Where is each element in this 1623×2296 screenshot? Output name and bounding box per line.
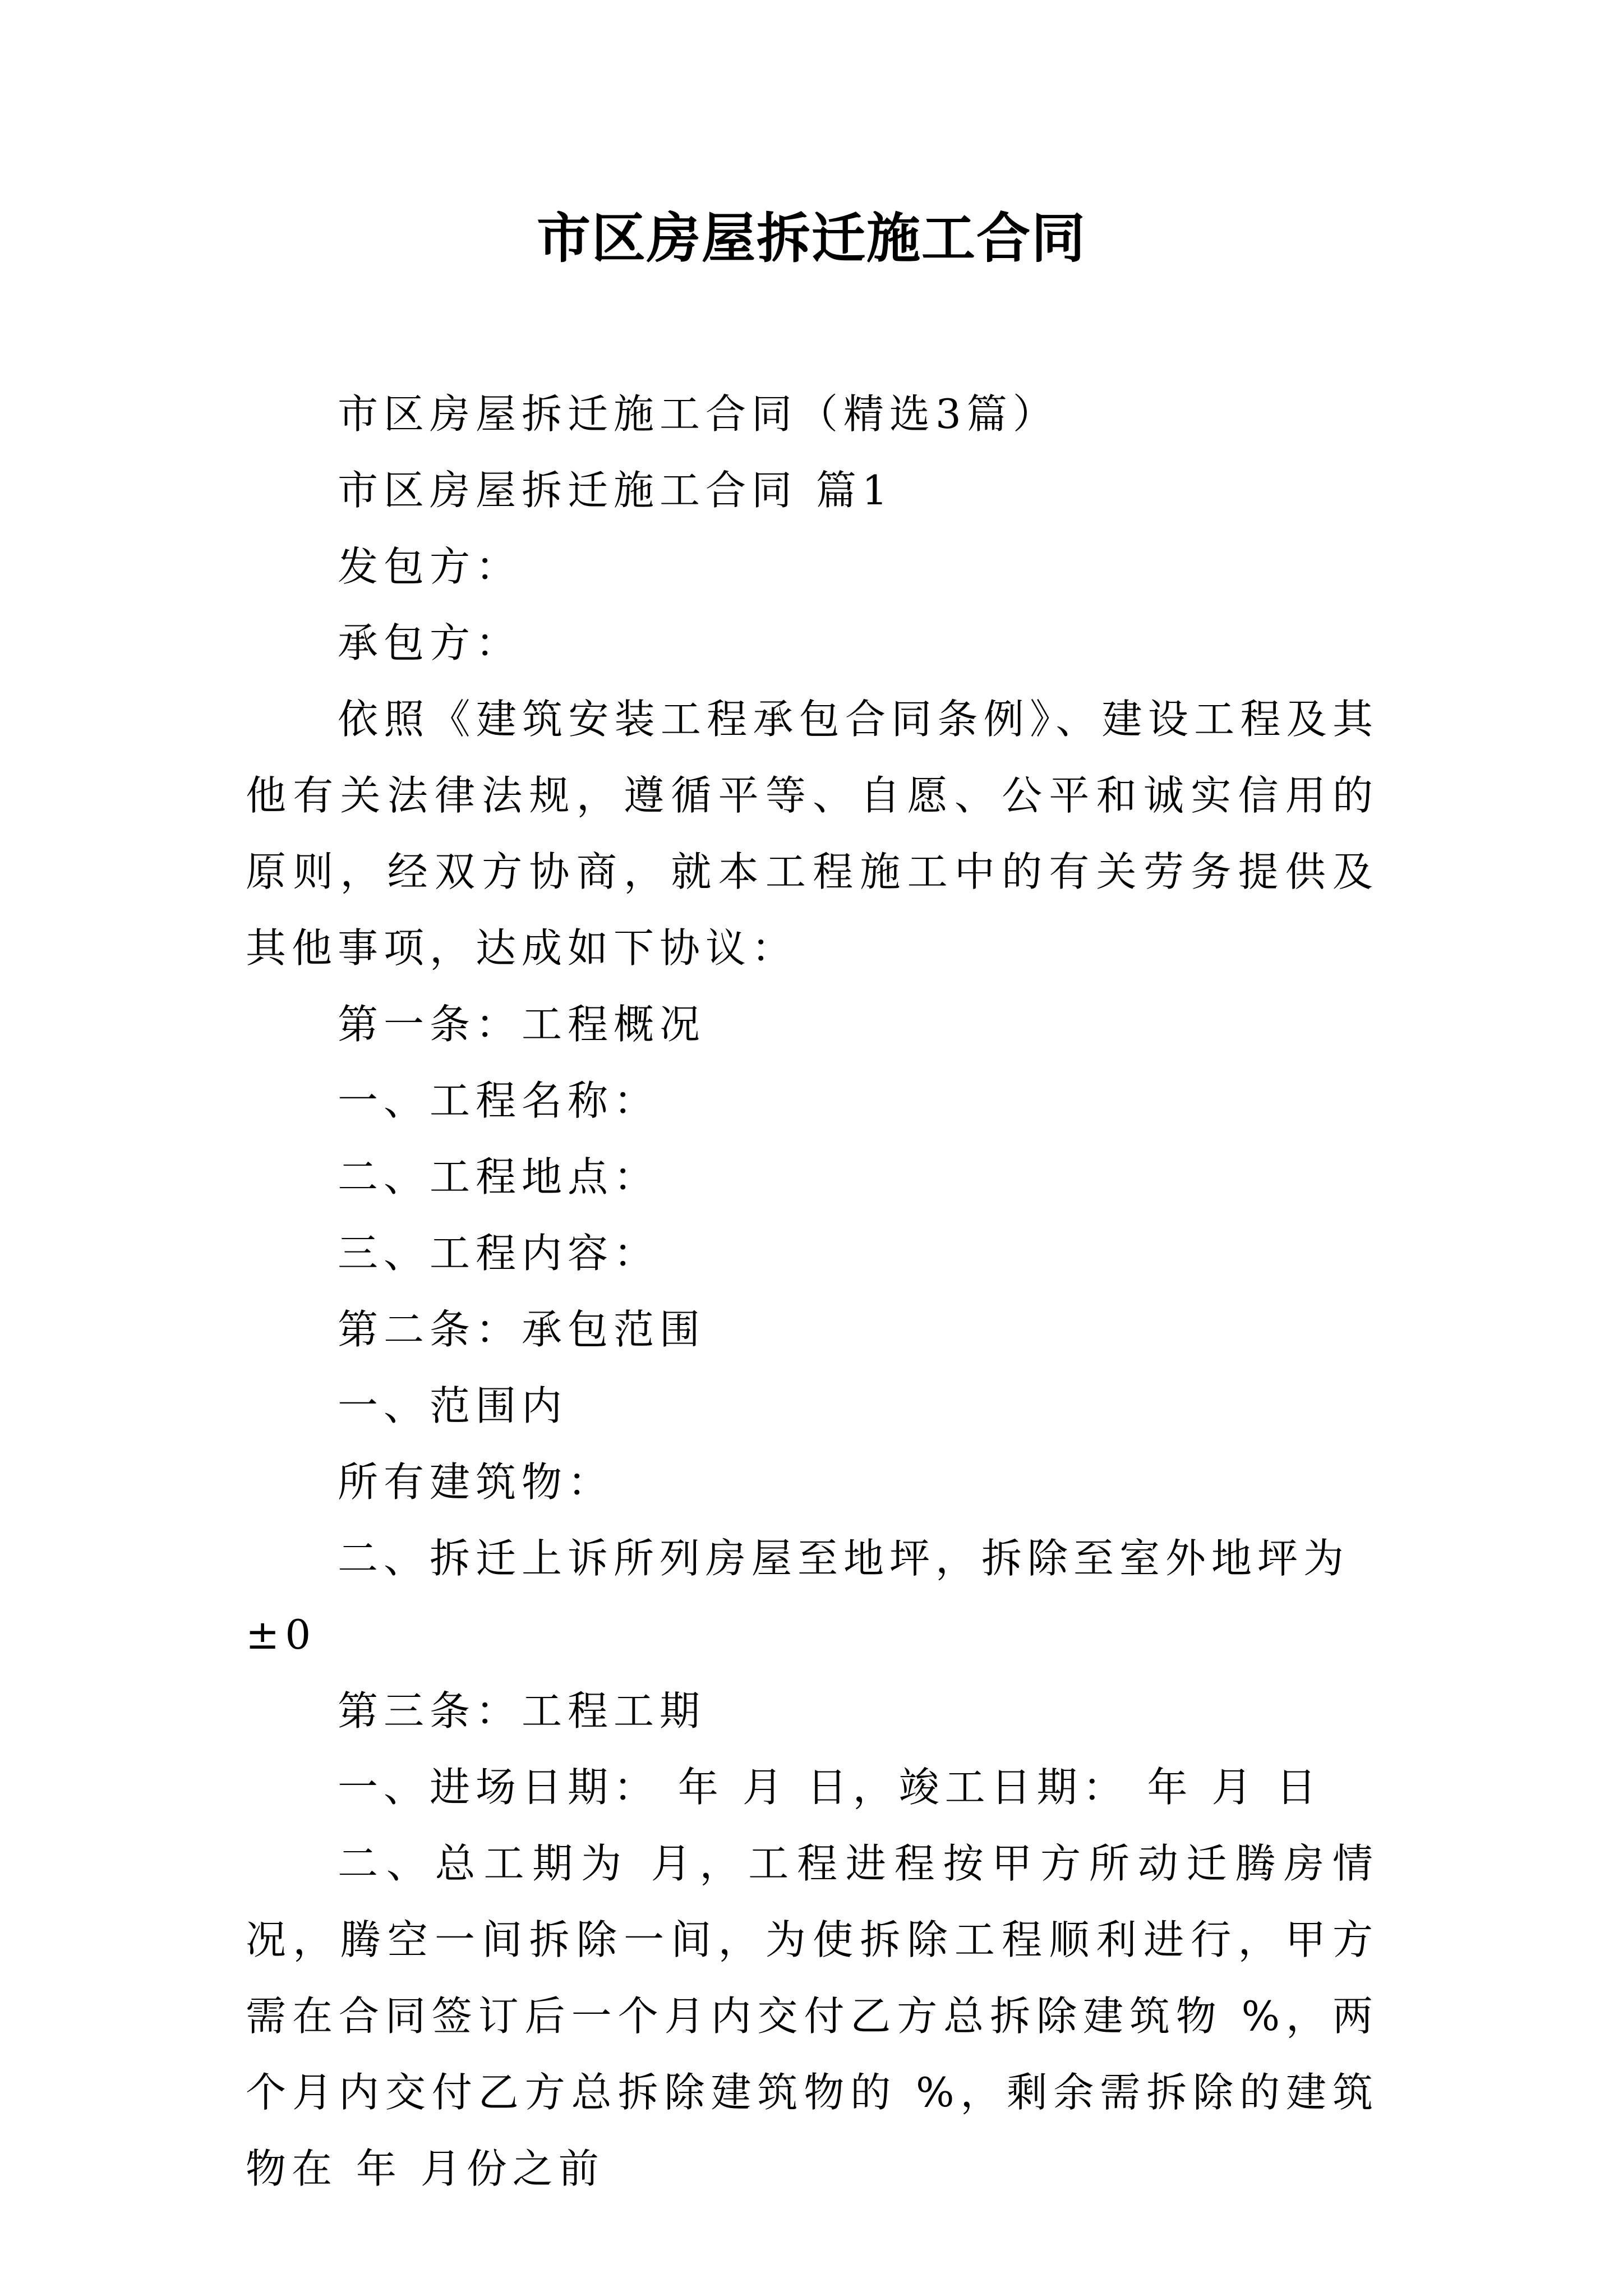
paragraph-contractor: 承包方： bbox=[338, 619, 522, 666]
paragraph-all-buildings: 所有建筑物： bbox=[338, 1458, 614, 1506]
paragraph-project-location: 二、工程地点： bbox=[338, 1153, 660, 1200]
paragraph-collection-title: 市区房屋拆迁施工合同（精选3篇） bbox=[338, 390, 1059, 438]
paragraph-project-name: 一、工程名称： bbox=[338, 1077, 660, 1124]
paragraph-schedule: 二、总工期为 月，工程进程按甲方所动迁腾房情况，腾空一间拆除一间，为使拆除工程顺利进行，甲方需在合同签订后一个月内交付乙方总拆除建筑物 %，两个月内交付乙方总拆除建筑物的 %，剩余需拆除的建筑物在 年 月份之前 bbox=[246, 1840, 1378, 2192]
paragraph-employer: 发包方： bbox=[338, 543, 522, 590]
paragraph-article-2: 第二条：承包范围 bbox=[338, 1306, 706, 1353]
paragraph-preamble: 依照《建筑安装工程承包合同条例》、建设工程及其他有关法律法规，遵循平等、自愿、公平和诚实信用的原则，经双方协商，就本工程施工中的有关劳务提供及其他事项，达成如下协议： bbox=[246, 696, 1378, 972]
paragraph-scope: 一、范围内 bbox=[338, 1382, 568, 1429]
document-title: 市区房屋拆迁施工合同 bbox=[537, 206, 1086, 270]
paragraph-demolition-level: 二、拆迁上诉所列房屋至地坪，拆除至室外地坪为±0 bbox=[246, 1535, 1350, 1658]
paragraph-dates: 一、进场日期： 年 月 日，竣工日期： 年 月 日 bbox=[338, 1764, 1322, 1811]
paragraph-article-1: 第一条：工程概况 bbox=[338, 1001, 706, 1048]
paragraph-project-content: 三、工程内容： bbox=[338, 1230, 660, 1277]
document-body bbox=[246, 376, 1378, 2207]
paragraph-part-heading: 市区房屋拆迁施工合同 篇1 bbox=[338, 467, 893, 514]
paragraph-article-3: 第三条：工程工期 bbox=[338, 1687, 706, 1734]
